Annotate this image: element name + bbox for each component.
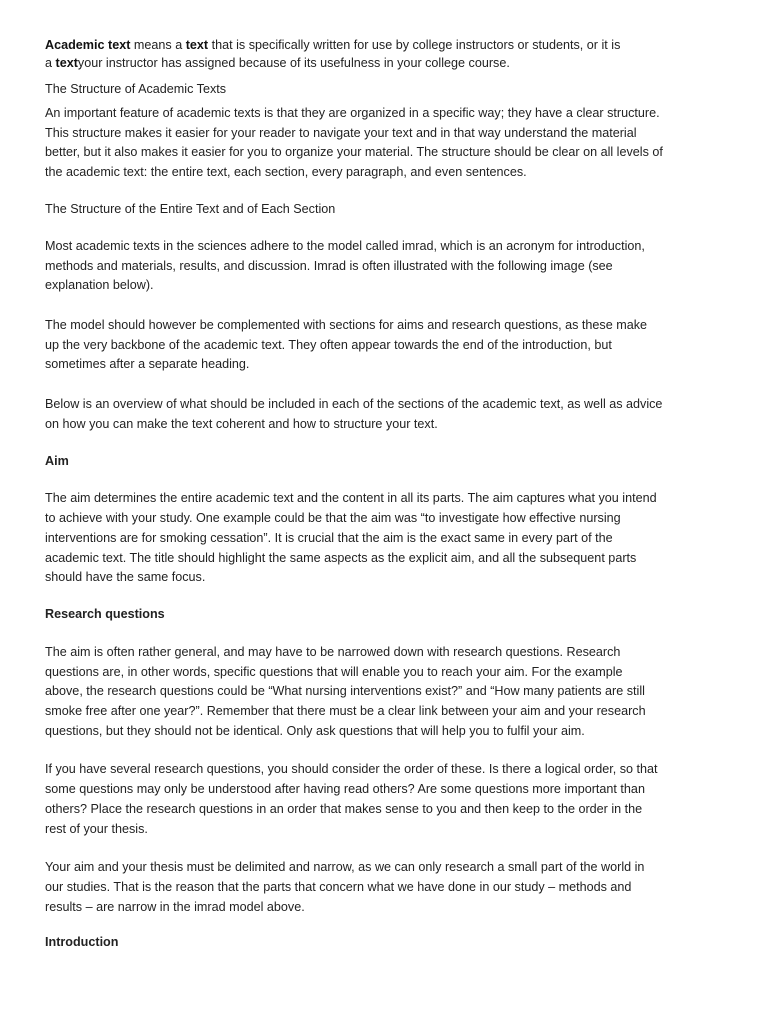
intro-text: a [45, 56, 56, 70]
paragraph-research-questions-3 [45, 858, 735, 917]
heading-research-questions: Research questions [45, 606, 165, 621]
paragraph-overview [45, 395, 735, 434]
paragraph-line: on how you can make the text coherent and how to structure your text. [45, 416, 438, 431]
paragraph-model [45, 316, 735, 375]
paragraph-line: should have the same focus. [45, 570, 206, 585]
paragraph-line: academic text. The title should highlight the same aspects as the explicit aim, and all the subsequent parts [45, 550, 637, 565]
paragraph-imrad [45, 237, 735, 296]
paragraph-line: The aim is often rather general, and may have to be narrowed down with research questions. Research [45, 644, 621, 659]
paragraph-research-questions-1 [45, 643, 735, 742]
paragraph-line: explanation below). [45, 278, 154, 293]
paragraph-line: questions, but they should not be identical. Only ask questions that will help you to fulfil your aim. [45, 723, 585, 738]
paragraph-line: Most academic texts in the sciences adhere to the model called imrad, which is an acronym for introduction, [45, 238, 645, 253]
paragraph-line: Your aim and your thesis must be delimited and narrow, as we can only research a small part of the world in [45, 860, 645, 875]
paragraph-line: results – are narrow in the imrad model above. [45, 899, 305, 914]
term-text: text [185, 38, 209, 52]
paragraph-structure [45, 104, 735, 183]
paragraph-line: others? Place the research questions in an order that makes sense to you and then keep to the order in the [45, 801, 643, 816]
heading-structure-academic-texts: The Structure of Academic Texts [45, 82, 227, 96]
paragraph-line: This structure makes it easier for your reader to navigate your text and in that way understand the material [45, 125, 637, 140]
intro-line-2 [45, 54, 735, 72]
paragraph-line: the academic text: the entire text, each section, every paragraph, and even sentences. [45, 165, 527, 180]
paragraph-line: better, but it also makes it easier for you to organize your material. The structure should be clear on all levels of [45, 145, 663, 160]
paragraph-line: rest of your thesis. [45, 821, 148, 836]
intro-text: that is specifically written for use by college instructors or students, or it is [208, 38, 621, 52]
paragraph-line: Below is an overview of what should be included in each of the sections of the academic text, as well as advice [45, 397, 663, 412]
paragraph-line: interventions are for smoking cessation”. It is crucial that the aim is the exact same in every part of the [45, 530, 613, 545]
paragraph-line: to achieve with your study. One example could be that the aim was “to investigate how effective nursing [45, 511, 621, 526]
paragraph-line: smoke free after one year?”. Remember that there must be a clear link between your aim and your research [45, 704, 646, 719]
heading-entire-text: The Structure of the Entire Text and of Each Section [45, 201, 336, 216]
paragraph-line: sometimes after a separate heading. [45, 357, 250, 372]
paragraph-line: above, the research questions could be “What nursing interventions exist?” and “How many patients are still [45, 684, 645, 699]
heading-aim: Aim [45, 454, 69, 469]
paragraph-line: methods and materials, results, and discussion. Imrad is often illustrated with the following image (see [45, 258, 613, 273]
document-page [45, 36, 735, 952]
paragraph-aim [45, 489, 735, 588]
paragraph-line: The model should however be complemented with sections for aims and research questions, as these make [45, 317, 648, 332]
term-academic-text: Academic text [45, 38, 131, 52]
heading-introduction: Introduction [45, 935, 119, 950]
paragraph-line: our studies. That is the reason that the parts that concern what we have done in our study – methods and [45, 879, 632, 894]
intro-definition [45, 36, 735, 72]
term-text: text [55, 56, 78, 70]
paragraph-line: The aim determines the entire academic text and the content in all its parts. The aim captures what you intend [45, 491, 657, 506]
intro-line-1 [45, 36, 735, 54]
intro-text: means a [130, 38, 186, 52]
paragraph-research-questions-2 [45, 760, 735, 839]
paragraph-line: up the very backbone of the academic text. They often appear towards the end of the introduction, but [45, 337, 612, 352]
paragraph-line: If you have several research questions, you should consider the order of these. Is there a logical order, so that [45, 762, 658, 777]
paragraph-line: some questions may only be understood after having read others? Are some questions more important than [45, 782, 645, 797]
intro-text: your instructor has assigned because of its usefulness in your college course. [77, 56, 510, 70]
paragraph-line: questions are, in other words, specific questions that will enable you to reach your aim. For the example [45, 664, 623, 679]
paragraph-line: An important feature of academic texts is that they are organized in a specific way; they have a clear structure. [45, 106, 660, 120]
